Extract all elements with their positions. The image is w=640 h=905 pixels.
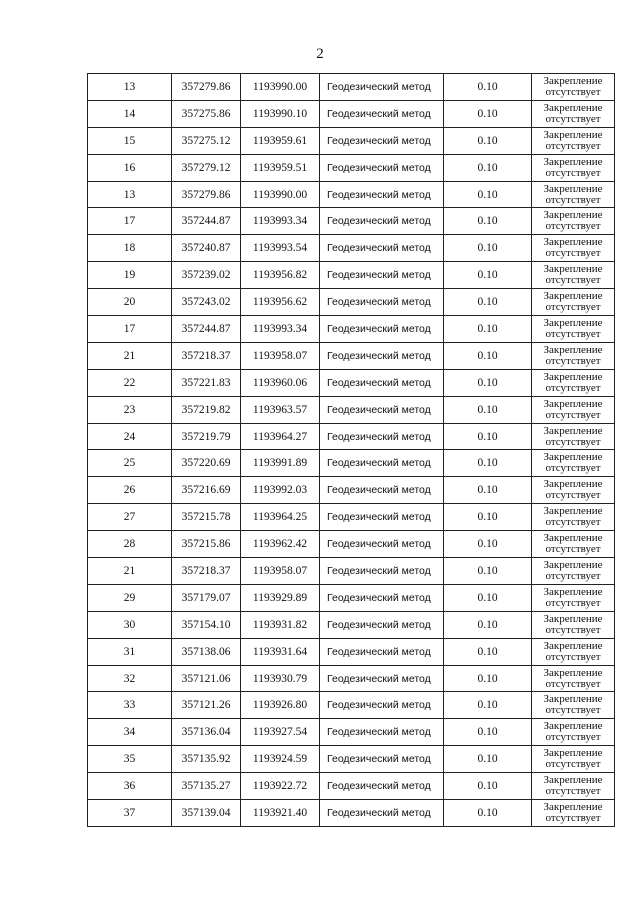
table-row xyxy=(88,74,615,101)
x-coordinate-cell: 357121.26 xyxy=(172,692,241,719)
mark-status-cell xyxy=(532,800,615,827)
point-number-cell: 22 xyxy=(88,369,172,396)
mark-status-text: Закрепление xyxy=(543,612,603,625)
method-cell: Геодезический метод xyxy=(320,127,444,154)
point-number-cell: 13 xyxy=(88,74,172,101)
mark-status-text: Закрепление xyxy=(543,424,603,437)
mark-status-text: Закрепление xyxy=(543,532,603,545)
mark-status-text: Закрепление xyxy=(543,720,603,733)
point-number-cell: 33 xyxy=(88,692,172,719)
point-number-cell: 28 xyxy=(88,531,172,558)
mark-status-cell xyxy=(532,504,615,531)
mark-status-cell xyxy=(532,369,615,396)
y-coordinate-cell: 1193924.59 xyxy=(241,746,320,773)
mark-status-cell xyxy=(532,154,615,181)
point-number-cell: 17 xyxy=(88,316,172,343)
mark-status-text: Закрепление xyxy=(543,74,603,87)
point-number-cell: 18 xyxy=(88,235,172,262)
mark-status-text: отсутствует xyxy=(545,462,601,475)
y-coordinate-cell: 1193959.51 xyxy=(241,154,320,181)
accuracy-cell: 0.10 xyxy=(444,611,532,638)
x-coordinate-cell: 357135.27 xyxy=(172,773,241,800)
x-coordinate-cell: 357136.04 xyxy=(172,719,241,746)
mark-status-text: отсутствует xyxy=(545,623,601,636)
mark-status-text: отсутствует xyxy=(545,301,601,314)
accuracy-cell: 0.10 xyxy=(444,477,532,504)
x-coordinate-cell: 357275.86 xyxy=(172,100,241,127)
x-coordinate-cell: 357218.37 xyxy=(172,342,241,369)
table-row xyxy=(88,316,615,343)
accuracy-cell: 0.10 xyxy=(444,235,532,262)
method-cell: Геодезический метод xyxy=(320,181,444,208)
mark-status-text: отсутствует xyxy=(545,112,601,125)
y-coordinate-cell: 1193929.89 xyxy=(241,584,320,611)
page-number: 2 xyxy=(316,46,324,62)
method-cell: Геодезический метод xyxy=(320,208,444,235)
y-coordinate-cell: 1193930.79 xyxy=(241,665,320,692)
table-row xyxy=(88,154,615,181)
mark-status-text: Закрепление xyxy=(543,263,603,276)
point-number-cell: 24 xyxy=(88,423,172,450)
point-number-cell: 20 xyxy=(88,289,172,316)
accuracy-cell: 0.10 xyxy=(444,181,532,208)
table-row xyxy=(88,342,615,369)
mark-status-text: отсутствует xyxy=(545,139,601,152)
mark-status-cell xyxy=(532,558,615,585)
table-row xyxy=(88,638,615,665)
coordinates-table xyxy=(87,73,615,827)
mark-status-text: отсутствует xyxy=(545,193,601,206)
x-coordinate-cell: 357154.10 xyxy=(172,611,241,638)
mark-status-cell xyxy=(532,611,615,638)
table-row xyxy=(88,719,615,746)
point-number-cell: 21 xyxy=(88,342,172,369)
accuracy-cell: 0.10 xyxy=(444,800,532,827)
mark-status-cell xyxy=(532,127,615,154)
point-number-cell: 35 xyxy=(88,746,172,773)
y-coordinate-cell: 1193964.27 xyxy=(241,423,320,450)
x-coordinate-cell: 357215.78 xyxy=(172,504,241,531)
mark-status-text: отсутствует xyxy=(545,435,601,448)
method-cell: Геодезический метод xyxy=(320,342,444,369)
y-coordinate-cell: 1193956.62 xyxy=(241,289,320,316)
x-coordinate-cell: 357275.12 xyxy=(172,127,241,154)
mark-status-text: отсутствует xyxy=(545,408,601,421)
mark-status-cell xyxy=(532,665,615,692)
x-coordinate-cell: 357218.37 xyxy=(172,558,241,585)
mark-status-text: Закрепление xyxy=(543,290,603,303)
mark-status-cell xyxy=(532,692,615,719)
x-coordinate-cell: 357215.86 xyxy=(172,531,241,558)
mark-status-cell xyxy=(532,262,615,289)
mark-status-text: Закрепление xyxy=(543,747,603,760)
mark-status-text: Закрепление xyxy=(543,558,603,571)
mark-status-text: отсутствует xyxy=(545,85,601,98)
mark-status-text: Закрепление xyxy=(543,800,603,813)
mark-status-text: отсутствует xyxy=(545,704,601,717)
point-number-cell: 16 xyxy=(88,154,172,181)
method-cell: Геодезический метод xyxy=(320,396,444,423)
accuracy-cell: 0.10 xyxy=(444,74,532,101)
table-row xyxy=(88,692,615,719)
mark-status-cell xyxy=(532,773,615,800)
mark-status-cell xyxy=(532,531,615,558)
accuracy-cell: 0.10 xyxy=(444,746,532,773)
mark-status-cell xyxy=(532,208,615,235)
mark-status-cell xyxy=(532,584,615,611)
x-coordinate-cell: 357220.69 xyxy=(172,450,241,477)
mark-status-text: Закрепление xyxy=(543,693,603,706)
mark-status-cell xyxy=(532,181,615,208)
method-cell: Геодезический метод xyxy=(320,800,444,827)
mark-status-text: отсутствует xyxy=(545,596,601,609)
point-number-cell: 30 xyxy=(88,611,172,638)
accuracy-cell: 0.10 xyxy=(444,719,532,746)
method-cell: Геодезический метод xyxy=(320,531,444,558)
table-row xyxy=(88,450,615,477)
accuracy-cell: 0.10 xyxy=(444,423,532,450)
method-cell: Геодезический метод xyxy=(320,719,444,746)
x-coordinate-cell: 357219.82 xyxy=(172,396,241,423)
y-coordinate-cell: 1193993.34 xyxy=(241,208,320,235)
x-coordinate-cell: 357179.07 xyxy=(172,584,241,611)
y-coordinate-cell: 1193990.00 xyxy=(241,74,320,101)
x-coordinate-cell: 357240.87 xyxy=(172,235,241,262)
mark-status-text: Закрепление xyxy=(543,639,603,652)
accuracy-cell: 0.10 xyxy=(444,504,532,531)
mark-status-cell xyxy=(532,289,615,316)
table-row xyxy=(88,746,615,773)
x-coordinate-cell: 357244.87 xyxy=(172,208,241,235)
mark-status-text: Закрепление xyxy=(543,155,603,168)
mark-status-text: Закрепление xyxy=(543,666,603,679)
mark-status-text: Закрепление xyxy=(543,128,603,141)
y-coordinate-cell: 1193992.03 xyxy=(241,477,320,504)
method-cell: Геодезический метод xyxy=(320,369,444,396)
mark-status-text: Закрепление xyxy=(543,774,603,787)
point-number-cell: 32 xyxy=(88,665,172,692)
method-cell: Геодезический метод xyxy=(320,638,444,665)
y-coordinate-cell: 1193991.89 xyxy=(241,450,320,477)
x-coordinate-cell: 357239.02 xyxy=(172,262,241,289)
mark-status-text: отсутствует xyxy=(545,650,601,663)
method-cell: Геодезический метод xyxy=(320,262,444,289)
table-row xyxy=(88,611,615,638)
method-cell: Геодезический метод xyxy=(320,692,444,719)
method-cell: Геодезический метод xyxy=(320,611,444,638)
table-row xyxy=(88,558,615,585)
mark-status-cell xyxy=(532,235,615,262)
mark-status-text: отсутствует xyxy=(545,758,601,771)
mark-status-text: отсутствует xyxy=(545,543,601,556)
y-coordinate-cell: 1193956.82 xyxy=(241,262,320,289)
method-cell: Геодезический метод xyxy=(320,154,444,181)
y-coordinate-cell: 1193993.34 xyxy=(241,316,320,343)
mark-status-text: отсутствует xyxy=(545,489,601,502)
x-coordinate-cell: 357221.83 xyxy=(172,369,241,396)
point-number-cell: 17 xyxy=(88,208,172,235)
table-row xyxy=(88,423,615,450)
x-coordinate-cell: 357279.86 xyxy=(172,74,241,101)
method-cell: Геодезический метод xyxy=(320,477,444,504)
x-coordinate-cell: 357243.02 xyxy=(172,289,241,316)
x-coordinate-cell: 357279.86 xyxy=(172,181,241,208)
mark-status-cell xyxy=(532,477,615,504)
mark-status-cell xyxy=(532,74,615,101)
table-row xyxy=(88,531,615,558)
y-coordinate-cell: 1193958.07 xyxy=(241,342,320,369)
table-row xyxy=(88,262,615,289)
x-coordinate-cell: 357216.69 xyxy=(172,477,241,504)
table-row xyxy=(88,369,615,396)
mark-status-text: Закрепление xyxy=(543,505,603,518)
mark-status-cell xyxy=(532,316,615,343)
method-cell: Геодезический метод xyxy=(320,450,444,477)
method-cell: Геодезический метод xyxy=(320,74,444,101)
mark-status-cell xyxy=(532,638,615,665)
y-coordinate-cell: 1193958.07 xyxy=(241,558,320,585)
method-cell: Геодезический метод xyxy=(320,316,444,343)
mark-status-text: Закрепление xyxy=(543,101,603,114)
mark-status-text: Закрепление xyxy=(543,478,603,491)
point-number-cell: 25 xyxy=(88,450,172,477)
point-number-cell: 37 xyxy=(88,800,172,827)
y-coordinate-cell: 1193960.06 xyxy=(241,369,320,396)
point-number-cell: 13 xyxy=(88,181,172,208)
table-row xyxy=(88,396,615,423)
table-row xyxy=(88,800,615,827)
mark-status-cell xyxy=(532,342,615,369)
mark-status-text: отсутствует xyxy=(545,516,601,529)
point-number-cell: 29 xyxy=(88,584,172,611)
accuracy-cell: 0.10 xyxy=(444,396,532,423)
mark-status-text: отсутствует xyxy=(545,731,601,744)
mark-status-cell xyxy=(532,746,615,773)
method-cell: Геодезический метод xyxy=(320,423,444,450)
mark-status-text: отсутствует xyxy=(545,247,601,260)
x-coordinate-cell: 357135.92 xyxy=(172,746,241,773)
accuracy-cell: 0.10 xyxy=(444,316,532,343)
mark-status-cell xyxy=(532,719,615,746)
mark-status-cell xyxy=(532,100,615,127)
y-coordinate-cell: 1193963.57 xyxy=(241,396,320,423)
table-row xyxy=(88,100,615,127)
accuracy-cell: 0.10 xyxy=(444,369,532,396)
mark-status-text: Закрепление xyxy=(543,451,603,464)
y-coordinate-cell: 1193931.82 xyxy=(241,611,320,638)
point-number-cell: 21 xyxy=(88,558,172,585)
accuracy-cell: 0.10 xyxy=(444,558,532,585)
y-coordinate-cell: 1193990.00 xyxy=(241,181,320,208)
accuracy-cell: 0.10 xyxy=(444,773,532,800)
method-cell: Геодезический метод xyxy=(320,584,444,611)
point-number-cell: 27 xyxy=(88,504,172,531)
mark-status-text: отсутствует xyxy=(545,785,601,798)
table-row xyxy=(88,208,615,235)
mark-status-text: Закрепление xyxy=(543,585,603,598)
mark-status-text: Закрепление xyxy=(543,397,603,410)
mark-status-text: Закрепление xyxy=(543,182,603,195)
x-coordinate-cell: 357244.87 xyxy=(172,316,241,343)
point-number-cell: 23 xyxy=(88,396,172,423)
mark-status-text: отсутствует xyxy=(545,327,601,340)
x-coordinate-cell: 357219.79 xyxy=(172,423,241,450)
point-number-cell: 26 xyxy=(88,477,172,504)
mark-status-text: отсутствует xyxy=(545,569,601,582)
mark-status-cell xyxy=(532,423,615,450)
table-row xyxy=(88,584,615,611)
mark-status-text: отсутствует xyxy=(545,220,601,233)
accuracy-cell: 0.10 xyxy=(444,638,532,665)
y-coordinate-cell: 1193990.10 xyxy=(241,100,320,127)
y-coordinate-cell: 1193993.54 xyxy=(241,235,320,262)
x-coordinate-cell: 357138.06 xyxy=(172,638,241,665)
method-cell: Геодезический метод xyxy=(320,289,444,316)
table-row xyxy=(88,127,615,154)
mark-status-text: отсутствует xyxy=(545,274,601,287)
table-row xyxy=(88,504,615,531)
y-coordinate-cell: 1193921.40 xyxy=(241,800,320,827)
y-coordinate-cell: 1193959.61 xyxy=(241,127,320,154)
table-row xyxy=(88,773,615,800)
accuracy-cell: 0.10 xyxy=(444,154,532,181)
y-coordinate-cell: 1193962.42 xyxy=(241,531,320,558)
method-cell: Геодезический метод xyxy=(320,773,444,800)
accuracy-cell: 0.10 xyxy=(444,262,532,289)
accuracy-cell: 0.10 xyxy=(444,531,532,558)
mark-status-text: Закрепление xyxy=(543,370,603,383)
mark-status-text: отсутствует xyxy=(545,811,601,824)
mark-status-text: отсутствует xyxy=(545,166,601,179)
table-row xyxy=(88,477,615,504)
y-coordinate-cell: 1193922.72 xyxy=(241,773,320,800)
accuracy-cell: 0.10 xyxy=(444,100,532,127)
y-coordinate-cell: 1193927.54 xyxy=(241,719,320,746)
x-coordinate-cell: 357139.04 xyxy=(172,800,241,827)
x-coordinate-cell: 357121.06 xyxy=(172,665,241,692)
method-cell: Геодезический метод xyxy=(320,558,444,585)
table-row xyxy=(88,665,615,692)
mark-status-text: отсутствует xyxy=(545,677,601,690)
accuracy-cell: 0.10 xyxy=(444,127,532,154)
method-cell: Геодезический метод xyxy=(320,235,444,262)
accuracy-cell: 0.10 xyxy=(444,289,532,316)
mark-status-text: Закрепление xyxy=(543,343,603,356)
point-number-cell: 31 xyxy=(88,638,172,665)
point-number-cell: 19 xyxy=(88,262,172,289)
coordinates-table-body xyxy=(88,74,615,827)
point-number-cell: 34 xyxy=(88,719,172,746)
accuracy-cell: 0.10 xyxy=(444,692,532,719)
point-number-cell: 15 xyxy=(88,127,172,154)
mark-status-cell xyxy=(532,450,615,477)
accuracy-cell: 0.10 xyxy=(444,342,532,369)
mark-status-text: Закрепление xyxy=(543,209,603,222)
point-number-cell: 14 xyxy=(88,100,172,127)
y-coordinate-cell: 1193926.80 xyxy=(241,692,320,719)
accuracy-cell: 0.10 xyxy=(444,208,532,235)
method-cell: Геодезический метод xyxy=(320,504,444,531)
mark-status-text: отсутствует xyxy=(545,354,601,367)
accuracy-cell: 0.10 xyxy=(444,450,532,477)
mark-status-cell xyxy=(532,396,615,423)
accuracy-cell: 0.10 xyxy=(444,665,532,692)
method-cell: Геодезический метод xyxy=(320,665,444,692)
point-number-cell: 36 xyxy=(88,773,172,800)
x-coordinate-cell: 357279.12 xyxy=(172,154,241,181)
y-coordinate-cell: 1193931.64 xyxy=(241,638,320,665)
method-cell: Геодезический метод xyxy=(320,746,444,773)
mark-status-text: Закрепление xyxy=(543,236,603,249)
mark-status-text: Закрепление xyxy=(543,316,603,329)
method-cell: Геодезический метод xyxy=(320,100,444,127)
table-row xyxy=(88,181,615,208)
table-row xyxy=(88,289,615,316)
mark-status-text: отсутствует xyxy=(545,381,601,394)
table-row xyxy=(88,235,615,262)
y-coordinate-cell: 1193964.25 xyxy=(241,504,320,531)
accuracy-cell: 0.10 xyxy=(444,584,532,611)
